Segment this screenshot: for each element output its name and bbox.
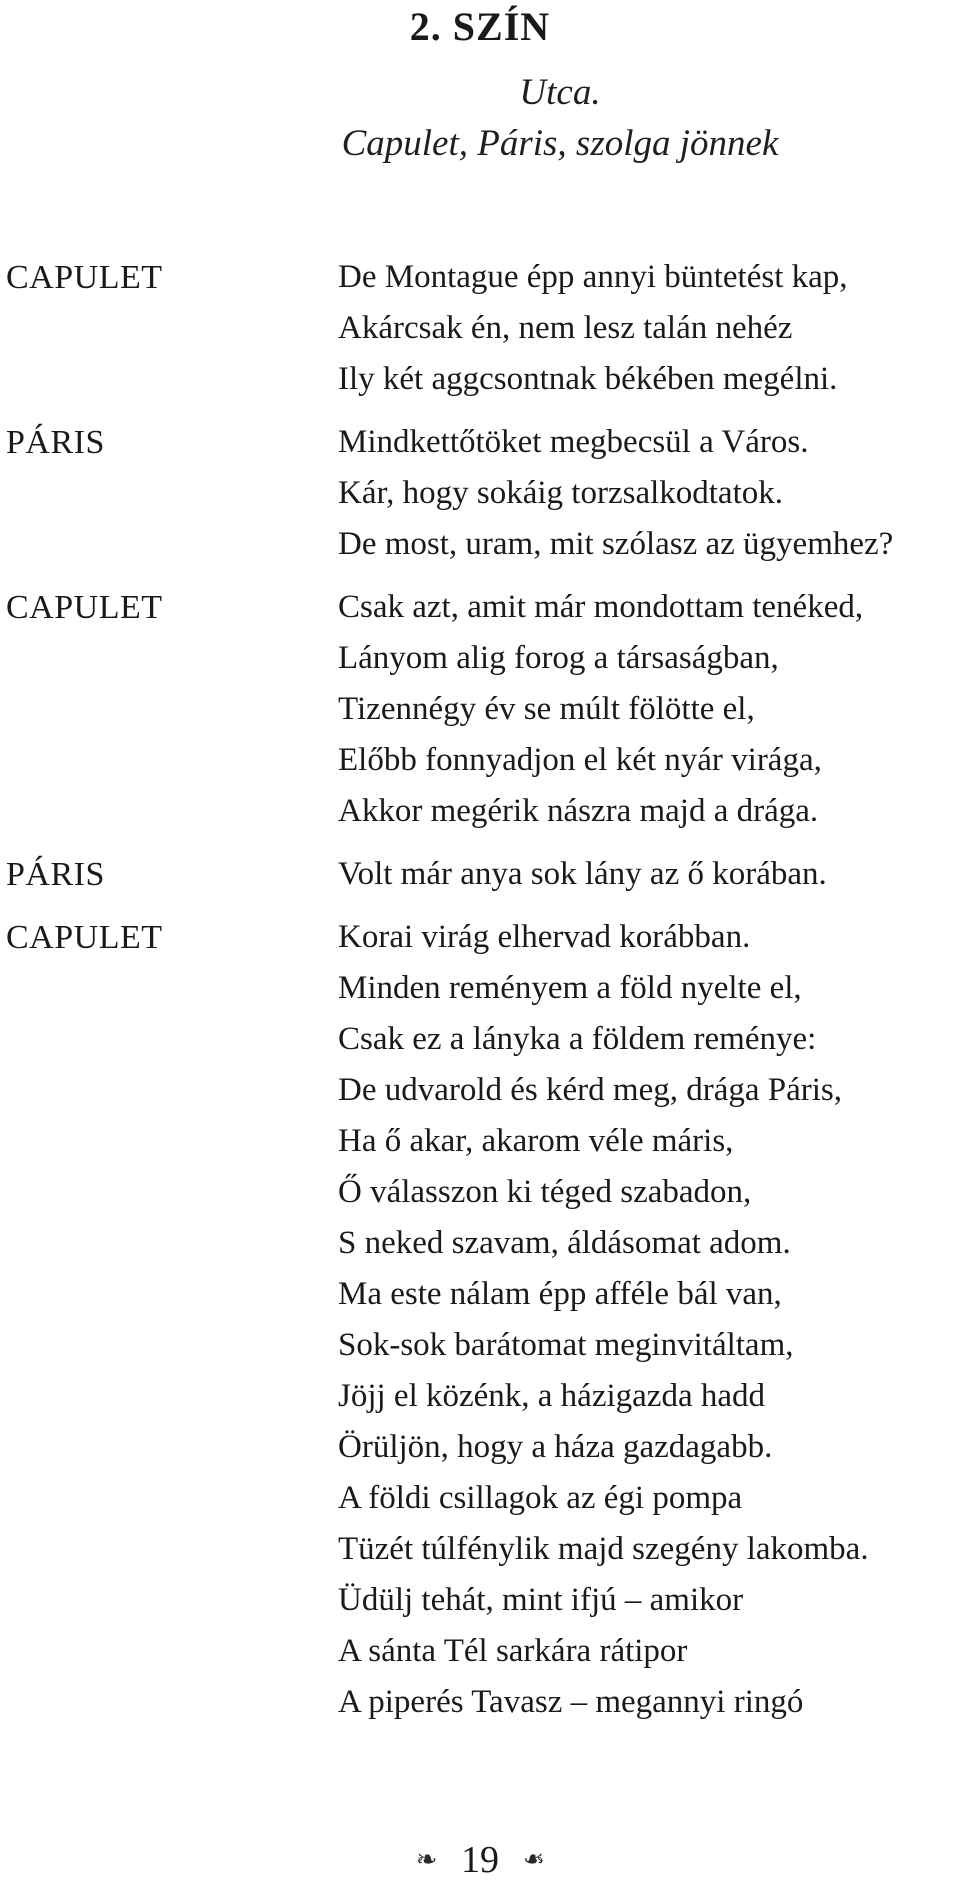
speaker-name: CAPULET: [6, 919, 163, 956]
ornament-left-icon: ❧: [415, 1845, 438, 1875]
verse-line: Volt már anya sok lány az ő korában.: [338, 856, 827, 892]
page-number: 19: [461, 1839, 499, 1882]
speech-lines: [338, 849, 960, 900]
verse-line: Mindkettőtöket megbecsül a Város.: [338, 424, 809, 460]
verse-line: Csak azt, amit már mondottam tenéked,: [338, 589, 864, 625]
verse-line: Csak ez a lányka a földem reménye:: [338, 1021, 817, 1057]
verse-line: De most, uram, mit szólasz az ügyemhez?: [338, 526, 894, 562]
page-footer: [0, 1832, 960, 1885]
verse-line: Akkor megérik nászra majd a drága.: [338, 793, 819, 829]
verse-line: A földi csillagok az égi pompa: [338, 1480, 743, 1516]
speaker-name: CAPULET: [6, 259, 163, 296]
speech-lines: [338, 582, 960, 837]
speaker-name: PÁRIS: [6, 424, 105, 461]
verse-line: Ő válasszon ki téged szabadon,: [338, 1174, 752, 1210]
verse-line: Minden reményem a föld nyelte el,: [338, 970, 802, 1006]
speech-block: [0, 582, 960, 837]
verse-line: Korai virág elhervad korábban.: [338, 919, 751, 955]
verse-line: S neked szavam, áldásomat adom.: [338, 1225, 791, 1261]
dialogue: [0, 252, 960, 1728]
verse-line: Tizennégy év se múlt fölötte el,: [338, 691, 755, 727]
verse-line: Örüljön, hogy a háza gazdagabb.: [338, 1429, 773, 1465]
speech-lines: [338, 912, 960, 1728]
verse-line: Ily két aggcsontnak békében megélni.: [338, 361, 838, 397]
verse-line: Ha ő akar, akarom véle máris,: [338, 1123, 734, 1159]
stage-direction-entrance: Capulet, Páris, szolga jönnek: [341, 123, 779, 164]
speech-lines: [338, 252, 960, 405]
verse-line: De udvarold és kérd meg, drága Páris,: [338, 1072, 843, 1108]
speaker-name: CAPULET: [6, 589, 163, 626]
verse-line: Jöjj el közénk, a házigazda hadd: [338, 1378, 765, 1414]
verse-line: De Montague épp annyi büntetést kap,: [338, 259, 848, 295]
ornament-right-icon: ❧: [522, 1845, 545, 1875]
verse-line: Akárcsak én, nem lesz talán nehéz: [338, 310, 793, 346]
verse-line: Ma este nálam épp afféle bál van,: [338, 1276, 782, 1312]
speech-lines: [338, 417, 960, 570]
speech-block: [0, 912, 960, 1728]
speech-block: [0, 417, 960, 570]
verse-line: A piperés Tavasz – megannyi ringó: [338, 1684, 804, 1720]
verse-line: Lányom alig forog a társaságban,: [338, 640, 779, 676]
scene-title: 2. SZÍN: [409, 4, 551, 49]
stage-direction-location: Utca.: [519, 72, 601, 113]
verse-line: A sánta Tél sarkára rátipor: [338, 1633, 688, 1669]
speech-block: [0, 252, 960, 405]
verse-line: Tüzét túlfénylik majd szegény lakomba.: [338, 1531, 869, 1567]
verse-line: Kár, hogy sokáig torzsalkodtatok.: [338, 475, 784, 511]
verse-line: Előbb fonnyadjon el két nyár virága,: [338, 742, 822, 778]
verse-line: Üdülj tehát, mint ifjú – amikor: [338, 1582, 744, 1618]
scene-header: [0, 0, 960, 60]
verse-line: Sok-sok barátomat meginvitáltam,: [338, 1327, 794, 1363]
speech-block: [0, 849, 960, 900]
speaker-name: PÁRIS: [6, 856, 105, 893]
